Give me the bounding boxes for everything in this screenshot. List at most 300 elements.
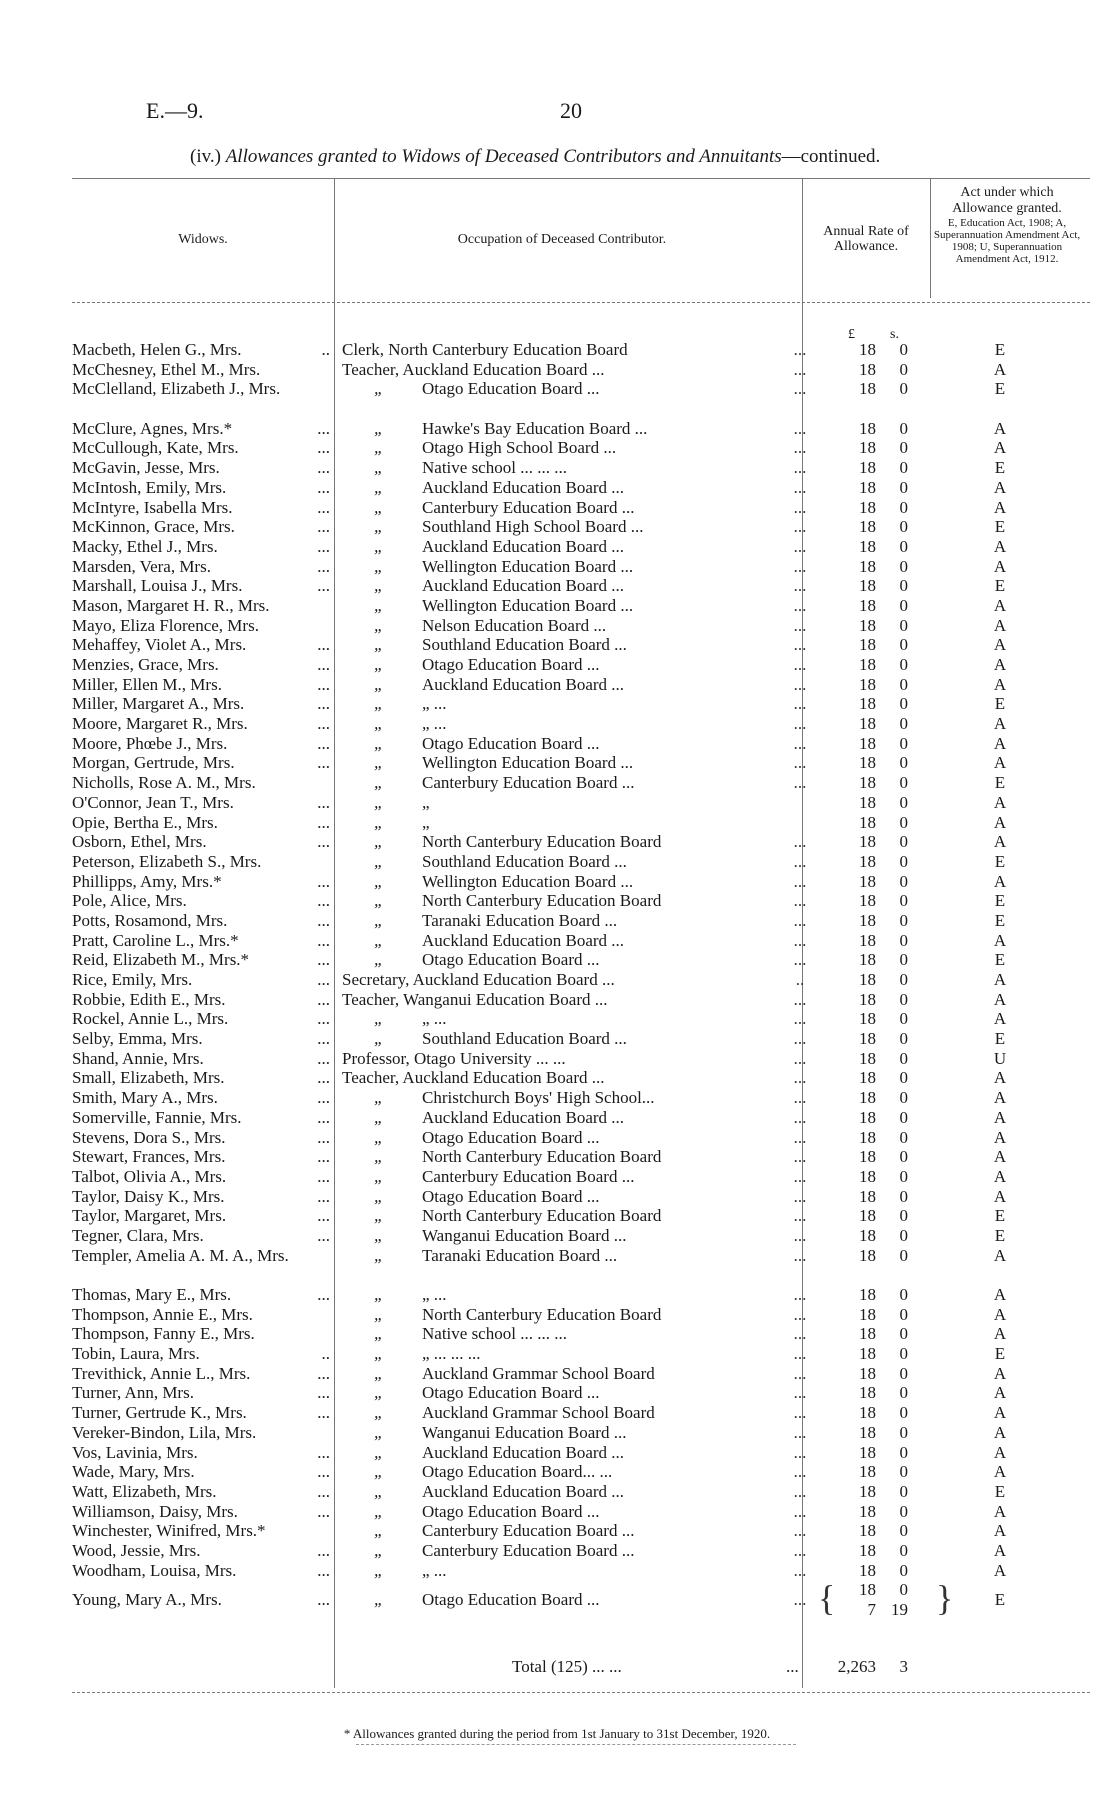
widow-name: Moore, Margaret R., Mrs. xyxy=(72,714,248,734)
widow-cell xyxy=(72,1462,334,1482)
leader-dots: ... xyxy=(793,536,807,556)
widow-cell xyxy=(72,517,334,537)
leader-dots: ... xyxy=(793,1501,807,1521)
leader-dots: ... xyxy=(793,556,807,576)
occupation-text: Canterbury Education Board ... xyxy=(422,773,635,793)
act-title-line2: Allowance granted. xyxy=(952,201,1062,216)
widow-cell xyxy=(72,1403,334,1423)
table-row xyxy=(0,1403,1114,1423)
widow-cell xyxy=(72,655,334,675)
name-leader-dots: ... xyxy=(317,1363,330,1383)
act-code: E xyxy=(994,773,1006,793)
table-row xyxy=(0,813,1114,833)
widow-name: Wade, Mary, Mrs. xyxy=(72,1462,195,1482)
widow-name: Reid, Elizabeth M., Mrs.* xyxy=(72,950,250,970)
ditto-mark: „ xyxy=(374,773,384,793)
widow-cell xyxy=(72,498,334,518)
ditto-mark: „ xyxy=(374,910,384,930)
act-code: E xyxy=(994,1029,1006,1049)
widow-cell xyxy=(72,1108,334,1128)
occupation-text: „ xyxy=(422,792,430,812)
name-leader-dots: ... xyxy=(317,1560,330,1580)
widow-name: Macky, Ethel J., Mrs. xyxy=(72,536,218,556)
shillings-value: 0 xyxy=(899,1442,908,1462)
leader-dots: ... xyxy=(793,477,807,497)
name-leader-dots: ... xyxy=(317,1147,330,1167)
pounds-value: 18 xyxy=(859,930,876,950)
pounds-value: 18 xyxy=(859,1068,876,1088)
leader-dots: ... xyxy=(793,930,807,950)
act-code: A xyxy=(993,714,1007,734)
widow-cell xyxy=(72,931,334,951)
pounds-value: 7 xyxy=(867,1600,876,1620)
leader-dots: ... xyxy=(793,1048,807,1068)
pounds-value: 18 xyxy=(859,1186,876,1206)
pounds-value: 18 xyxy=(859,970,876,990)
ditto-mark: „ xyxy=(374,1245,384,1265)
name-leader-dots: ... xyxy=(317,635,330,655)
shillings-value: 0 xyxy=(899,1147,908,1167)
occupation-text: „ ... xyxy=(422,694,447,714)
act-code: E xyxy=(994,891,1006,911)
pounds-value: 18 xyxy=(859,576,876,596)
act-code: A xyxy=(993,1285,1007,1305)
widow-cell xyxy=(72,1502,334,1522)
act-code: A xyxy=(993,359,1007,379)
act-code: E xyxy=(994,379,1006,399)
shillings-value: 0 xyxy=(899,1088,908,1108)
occupation-text: Wellington Education Board ... xyxy=(422,753,634,773)
name-leader-dots: ... xyxy=(317,1481,330,1501)
widow-name: Opie, Bertha E., Mrs. xyxy=(72,812,218,832)
name-leader-dots: ... xyxy=(317,438,330,458)
shillings-value: 0 xyxy=(899,1540,908,1560)
table-row xyxy=(0,694,1114,714)
shillings-value: 0 xyxy=(899,1068,908,1088)
occupation-text: Otago High School Board ... xyxy=(422,438,617,458)
shillings-value: 0 xyxy=(899,674,908,694)
occupation-text: „ ... ... ... xyxy=(422,1344,481,1364)
shillings-value: 0 xyxy=(899,851,908,871)
widow-name: Morgan, Gertrude, Mrs. xyxy=(72,753,235,773)
widow-name: McChesney, Ethel M., Mrs. xyxy=(72,359,261,379)
pounds-value: 18 xyxy=(859,1048,876,1068)
ditto-mark: „ xyxy=(374,832,384,852)
act-code: E xyxy=(994,1225,1006,1245)
widow-name: Turner, Gertrude K., Mrs. xyxy=(72,1403,247,1423)
table-row xyxy=(0,1049,1114,1069)
table-row xyxy=(0,1108,1114,1128)
widow-name: Moore, Phœbe J., Mrs. xyxy=(72,733,228,753)
pounds-value: 18 xyxy=(859,340,876,359)
table-bottom-rule xyxy=(72,1692,1090,1693)
ditto-mark: „ xyxy=(374,1324,384,1344)
table-row xyxy=(0,1009,1114,1029)
name-leader-dots: ... xyxy=(317,1166,330,1186)
pounds-value: 18 xyxy=(859,950,876,970)
shillings-value: 0 xyxy=(899,1245,908,1265)
ditto-mark: „ xyxy=(374,655,384,675)
ditto-mark: „ xyxy=(374,891,384,911)
widow-name: Pratt, Caroline L., Mrs.* xyxy=(72,930,239,950)
leader-dots: ... xyxy=(793,418,807,438)
widow-cell xyxy=(72,1226,334,1246)
act-code: E xyxy=(994,517,1006,537)
shillings-value: 0 xyxy=(899,930,908,950)
widow-name: Small, Elizabeth, Mrs. xyxy=(72,1068,225,1088)
name-leader-dots: ... xyxy=(317,458,330,478)
widow-cell xyxy=(72,1068,334,1088)
widow-name: Stewart, Frances, Mrs. xyxy=(72,1147,226,1167)
shillings-value: 0 xyxy=(899,1560,908,1580)
widow-cell xyxy=(72,1167,334,1187)
pounds-value: 18 xyxy=(859,753,876,773)
act-code: E xyxy=(994,1344,1006,1364)
occupation-text: Otago Education Board ... xyxy=(422,1383,600,1403)
footnote: * Allowances granted during the period from 1st January to 31st December, 1920. xyxy=(343,1726,771,1741)
caption-prefix: (iv.) xyxy=(190,146,226,167)
shillings-value: 0 xyxy=(899,556,908,576)
ditto-mark: „ xyxy=(374,1540,384,1560)
pounds-value: 18 xyxy=(859,1560,876,1580)
act-code: A xyxy=(993,753,1007,773)
name-leader-dots: ... xyxy=(317,1225,330,1245)
ditto-mark: „ xyxy=(374,1186,384,1206)
widow-name: McGavin, Jesse, Mrs. xyxy=(72,458,220,478)
pounds-value: 18 xyxy=(859,536,876,556)
name-leader-dots: ... xyxy=(317,517,330,537)
leader-dots: ... xyxy=(793,1304,807,1324)
ditto-mark: „ xyxy=(374,556,384,576)
leader-dots: ... xyxy=(793,576,807,596)
act-code: A xyxy=(993,635,1007,655)
widow-cell xyxy=(72,990,334,1010)
pounds-value: 18 xyxy=(859,989,876,1009)
occupation-text: „ ... xyxy=(422,1285,447,1305)
ditto-mark: „ xyxy=(374,1285,384,1305)
shillings-value: 0 xyxy=(899,1107,908,1127)
leader-dots: ... xyxy=(793,674,807,694)
leader-dots: ... xyxy=(793,1029,807,1049)
leader-dots: ... xyxy=(793,1383,807,1403)
widow-cell xyxy=(72,1482,334,1502)
widow-name: Marshall, Louisa J., Mrs. xyxy=(72,576,243,596)
occupation-text: Auckland Education Board ... xyxy=(422,1107,625,1127)
table-row xyxy=(0,616,1114,636)
table-row xyxy=(0,1502,1114,1522)
widow-name: Somerville, Fannie, Mrs. xyxy=(72,1107,242,1127)
ditto-mark: „ xyxy=(374,458,384,478)
widow-name: Miller, Ellen M., Mrs. xyxy=(72,674,222,694)
right-brace: } xyxy=(936,1578,954,1619)
name-leader-dots: ... xyxy=(317,674,330,694)
widow-cell xyxy=(72,753,334,773)
pounds-value: 18 xyxy=(859,694,876,714)
occupation-text: Auckland Education Board ... xyxy=(422,1442,625,1462)
name-leader-dots: ... xyxy=(317,1403,330,1423)
widow-name: Selby, Emma, Mrs. xyxy=(72,1029,203,1049)
table-row xyxy=(0,360,1114,380)
widow-name: Vos, Lavinia, Mrs. xyxy=(72,1442,198,1462)
leader-dots: ... xyxy=(793,1147,807,1167)
widow-cell xyxy=(72,1324,334,1344)
pounds-value: 18 xyxy=(859,674,876,694)
shillings-value: 0 xyxy=(899,379,908,399)
shillings-value: 0 xyxy=(899,1186,908,1206)
ditto-mark: „ xyxy=(374,1442,384,1462)
occupation-text: Nelson Education Board ... xyxy=(422,615,607,635)
name-leader-dots: ... xyxy=(317,871,330,891)
ditto-mark: „ xyxy=(374,1107,384,1127)
widow-name: Phillipps, Amy, Mrs.* xyxy=(72,871,222,891)
act-code: A xyxy=(993,1501,1007,1521)
widow-name: Thomas, Mary E., Mrs. xyxy=(72,1285,232,1305)
leader-dots: ... xyxy=(793,1481,807,1501)
ditto-mark: „ xyxy=(374,615,384,635)
name-leader-dots: ... xyxy=(317,792,330,812)
leader-dots: ... xyxy=(793,871,807,891)
table-row xyxy=(0,596,1114,616)
name-leader-dots: ... xyxy=(317,1107,330,1127)
widow-name: Wood, Jessie, Mrs. xyxy=(72,1540,201,1560)
pounds-value: 18 xyxy=(859,1344,876,1364)
act-code: E xyxy=(994,458,1006,478)
widow-cell xyxy=(72,1423,334,1443)
occupation-text: Wanganui Education Board ... xyxy=(422,1422,627,1442)
footnote-rule xyxy=(356,1744,796,1745)
shillings-value: 0 xyxy=(899,1029,908,1049)
shillings-value: 0 xyxy=(899,635,908,655)
occupation-text: Southland Education Board ... xyxy=(422,1029,627,1049)
col-header-widows: Widows. xyxy=(178,232,228,247)
leader-dots: ... xyxy=(793,1521,807,1541)
pounds-value: 18 xyxy=(859,792,876,812)
table-row xyxy=(0,714,1114,734)
shillings-value: 0 xyxy=(899,595,908,615)
widow-cell xyxy=(72,675,334,695)
table-row xyxy=(0,655,1114,675)
act-code: A xyxy=(993,1147,1007,1167)
widow-name: Tobin, Laura, Mrs. xyxy=(72,1344,200,1364)
name-leader-dots: ... xyxy=(317,812,330,832)
ditto-mark: „ xyxy=(374,792,384,812)
shillings-value: 0 xyxy=(899,1521,908,1541)
table-row xyxy=(0,1324,1114,1344)
shillings-value: 0 xyxy=(899,812,908,832)
act-title-line1: Act under which xyxy=(960,185,1054,200)
leader-dots: ... xyxy=(793,733,807,753)
widow-cell xyxy=(72,576,334,596)
widow-cell xyxy=(72,1128,334,1148)
table-caption xyxy=(190,146,880,168)
pounds-value: 18 xyxy=(859,1147,876,1167)
pounds-value: 18 xyxy=(859,635,876,655)
widow-name: Rice, Emily, Mrs. xyxy=(72,970,193,990)
act-code: A xyxy=(993,1324,1007,1344)
widow-name: Peterson, Elizabeth S., Mrs. xyxy=(72,851,262,871)
occupation-text: Otago Education Board ... xyxy=(422,655,600,675)
occupation-text: Otago Education Board ... xyxy=(422,733,600,753)
widow-name: McClelland, Elizabeth J., Mrs. xyxy=(72,379,281,399)
leader-dots: ... xyxy=(793,910,807,930)
widow-cell xyxy=(72,1561,334,1581)
widow-name: O'Connor, Jean T., Mrs. xyxy=(72,792,234,812)
name-leader-dots: ... xyxy=(317,1068,330,1088)
occupation-text: Auckland Education Board ... xyxy=(422,1481,625,1501)
table-row xyxy=(0,1521,1114,1541)
table-row xyxy=(0,1383,1114,1403)
occupation-text: Auckland Education Board ... xyxy=(422,536,625,556)
leader-dots: ... xyxy=(793,497,807,517)
widow-name: Robbie, Edith E., Mrs. xyxy=(72,989,226,1009)
pounds-value: 18 xyxy=(859,1225,876,1245)
occupation-text: Otago Education Board ... xyxy=(422,379,600,399)
leader-dots: ... xyxy=(793,950,807,970)
name-leader-dots: ... xyxy=(317,714,330,734)
ditto-mark: „ xyxy=(374,1344,384,1364)
pounds-value: 18 xyxy=(859,1285,876,1305)
ditto-mark: „ xyxy=(374,1383,384,1403)
occupation-text: Clerk, North Canterbury Education Board xyxy=(342,340,628,359)
caption-suffix: —continued. xyxy=(781,146,881,167)
name-leader-dots: ... xyxy=(317,1383,330,1403)
shillings-value: 0 xyxy=(899,1127,908,1147)
pounds-value: 18 xyxy=(859,1481,876,1501)
total-pounds: 2,263 xyxy=(837,1657,876,1676)
ditto-mark: „ xyxy=(374,418,384,438)
occupation-text: „ ... xyxy=(422,1009,447,1029)
act-code: E xyxy=(994,1206,1006,1226)
table-row xyxy=(0,1029,1114,1049)
act-code: A xyxy=(993,1521,1007,1541)
table-row xyxy=(0,1305,1114,1325)
act-code: A xyxy=(993,674,1007,694)
name-leader-dots: ... xyxy=(317,1127,330,1147)
shillings-value: 0 xyxy=(899,1422,908,1442)
widow-name: Osborn, Ethel, Mrs. xyxy=(72,832,207,852)
occupation-text: Otago Education Board ... xyxy=(422,1590,600,1610)
ditto-mark: „ xyxy=(374,635,384,655)
act-code: A xyxy=(993,1304,1007,1324)
table-row xyxy=(0,911,1114,931)
widow-name: McCullough, Kate, Mrs. xyxy=(72,438,239,458)
leader-dots: ... xyxy=(793,359,807,379)
pounds-value: 18 xyxy=(859,655,876,675)
shillings-value: 0 xyxy=(899,989,908,1009)
pounds-value: 18 xyxy=(859,595,876,615)
table-row xyxy=(0,379,1114,418)
shillings-value: 0 xyxy=(899,970,908,990)
leader-dots: ... xyxy=(793,1590,807,1610)
leader-dots: ... xyxy=(793,1068,807,1088)
pounds-value: 18 xyxy=(859,812,876,832)
widow-cell xyxy=(72,635,334,655)
pounds-value: 18 xyxy=(859,1009,876,1029)
occupation-text: Wellington Education Board ... xyxy=(422,871,634,891)
act-code: A xyxy=(993,1363,1007,1383)
leader-dots: ... xyxy=(793,615,807,635)
leader-dots: ... xyxy=(793,694,807,714)
pounds-value: 18 xyxy=(859,458,876,478)
column-divider-3 xyxy=(930,178,931,298)
shillings-value: 0 xyxy=(899,773,908,793)
table-row xyxy=(0,517,1114,537)
occupation-text: Otago Education Board ... xyxy=(422,950,600,970)
ditto-mark: „ xyxy=(374,1029,384,1049)
shillings-value: 0 xyxy=(899,655,908,675)
shillings-value: 0 xyxy=(899,1462,908,1482)
widow-name: Smith, Mary A., Mrs. xyxy=(72,1088,218,1108)
leader-dots: ... xyxy=(793,851,807,871)
widow-name: Taylor, Daisy K., Mrs. xyxy=(72,1186,225,1206)
ditto-mark: „ xyxy=(374,1147,384,1167)
pounds-value: 18 xyxy=(859,1324,876,1344)
leader-dots: ... xyxy=(793,1560,807,1580)
shillings-value: 0 xyxy=(899,1285,908,1305)
leader-dots: ... xyxy=(793,1009,807,1029)
widow-name: Potts, Rosamond, Mrs. xyxy=(72,910,228,930)
act-code: E xyxy=(994,340,1006,359)
widow-cell xyxy=(72,458,334,478)
widow-cell xyxy=(72,1521,334,1541)
widow-cell xyxy=(72,872,334,892)
leader-dots: ... xyxy=(793,1540,807,1560)
occupation-text: Auckland Grammar School Board xyxy=(422,1363,655,1383)
leader-dots: ... xyxy=(793,1363,807,1383)
pounds-value: 18 xyxy=(859,556,876,576)
table-row xyxy=(0,537,1114,557)
leader-dots: ... xyxy=(793,1324,807,1344)
widow-name: McClure, Agnes, Mrs.* xyxy=(72,418,233,438)
act-code: A xyxy=(993,1068,1007,1088)
ditto-mark: „ xyxy=(374,1363,384,1383)
widow-cell xyxy=(72,1029,334,1049)
table-row xyxy=(0,1285,1114,1305)
occupation-text: Wanganui Education Board ... xyxy=(422,1225,627,1245)
occupation-text: Otago Education Board ... xyxy=(422,1501,600,1521)
shillings-value: 0 xyxy=(899,910,908,930)
act-code: A xyxy=(993,871,1007,891)
widow-cell xyxy=(72,911,334,931)
pounds-value: 18 xyxy=(859,1166,876,1186)
act-code: A xyxy=(993,1166,1007,1186)
act-code: A xyxy=(993,418,1007,438)
widow-cell xyxy=(72,1088,334,1108)
name-leader-dots: ... xyxy=(317,477,330,497)
act-code: E xyxy=(994,1481,1006,1501)
shillings-value: 0 xyxy=(899,1344,908,1364)
pounds-value: 18 xyxy=(859,910,876,930)
widow-name: Thompson, Fanny E., Mrs. xyxy=(72,1324,255,1344)
shillings-value: 0 xyxy=(899,497,908,517)
occupation-text: Auckland Education Board ... xyxy=(422,576,625,596)
occupation-text: North Canterbury Education Board xyxy=(422,832,662,852)
act-code: A xyxy=(993,1127,1007,1147)
shillings-value: 0 xyxy=(899,1304,908,1324)
act-code: A xyxy=(993,792,1007,812)
shillings-value: 0 xyxy=(899,359,908,379)
table-row xyxy=(0,872,1114,892)
occupation-text: North Canterbury Education Board xyxy=(422,891,662,911)
header-bottom-rule xyxy=(72,302,1090,303)
shillings-value: 0 xyxy=(899,1363,908,1383)
ditto-mark: „ xyxy=(374,517,384,537)
widow-name: Menzies, Grace, Mrs. xyxy=(72,655,219,675)
annual-rate-line1: Annual Rate of xyxy=(823,224,909,239)
shillings-value: 0 xyxy=(899,536,908,556)
name-leader-dots: ... xyxy=(317,1029,330,1049)
ditto-mark: „ xyxy=(374,733,384,753)
